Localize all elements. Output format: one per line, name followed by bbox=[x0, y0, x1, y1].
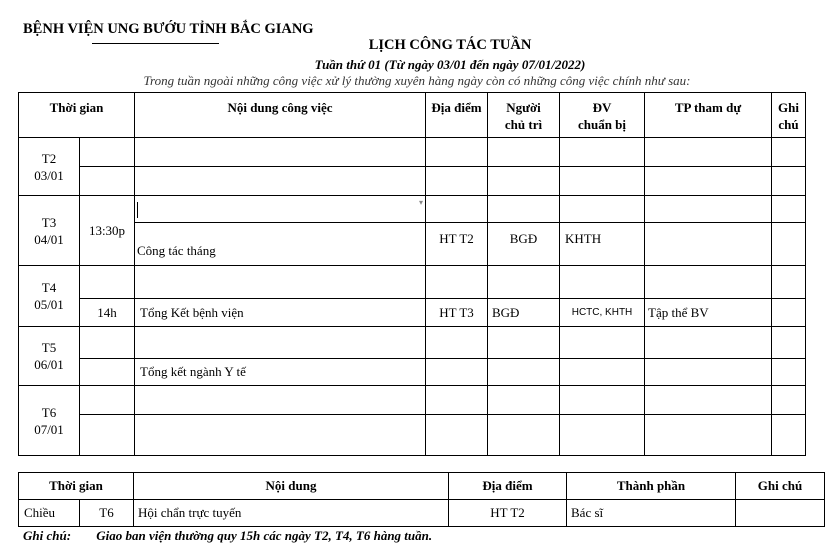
day-label: T4 bbox=[41, 280, 57, 295]
members-cell[interactable]: Bác sĩ bbox=[567, 500, 736, 527]
location-cell[interactable] bbox=[426, 386, 488, 415]
prep-cell[interactable] bbox=[560, 138, 645, 167]
location-cell[interactable] bbox=[426, 415, 488, 456]
dropdown-arrow-icon[interactable]: ▾ bbox=[418, 198, 423, 207]
notes-cell[interactable] bbox=[772, 359, 806, 386]
notes-cell[interactable] bbox=[772, 167, 806, 196]
header-content: Nội dung công việc bbox=[135, 93, 426, 138]
notes-cell[interactable] bbox=[772, 223, 806, 266]
time-cell[interactable] bbox=[80, 327, 135, 359]
content-cell[interactable]: Công tác tháng bbox=[135, 223, 426, 266]
location-cell[interactable]: HT T3 bbox=[426, 299, 488, 327]
day-date: 05/01 bbox=[34, 297, 64, 312]
footer-text: Giao ban viện thường quy 15h các ngày T2, T4, T6 hàng tuần. bbox=[96, 528, 433, 543]
attendees-cell[interactable] bbox=[645, 327, 772, 359]
day-cell bbox=[19, 138, 80, 196]
table-row bbox=[19, 167, 806, 196]
day-cell bbox=[19, 386, 80, 456]
notes-cell[interactable] bbox=[736, 500, 825, 527]
host-cell[interactable] bbox=[488, 386, 560, 415]
content-cell[interactable] bbox=[135, 386, 426, 415]
header-attendees: TP tham dự bbox=[645, 93, 772, 138]
attendees-cell[interactable] bbox=[645, 223, 772, 266]
notes-cell[interactable] bbox=[772, 386, 806, 415]
notes-cell[interactable] bbox=[772, 299, 806, 327]
header-notes-line1: Ghi bbox=[778, 100, 799, 115]
attendees-cell[interactable] bbox=[645, 359, 772, 386]
time-cell[interactable] bbox=[80, 167, 135, 196]
host-cell[interactable] bbox=[488, 359, 560, 386]
header-prep-line1: ĐV bbox=[592, 100, 612, 115]
header-notes: Ghi chú bbox=[736, 473, 825, 500]
day-date: 06/01 bbox=[34, 357, 64, 372]
schedule-header-row bbox=[19, 93, 806, 138]
prep-cell[interactable] bbox=[560, 196, 645, 223]
intro-text: Trong tuần ngoài những công việc xử lý thường xuyên hàng ngày còn có những công việc chính như sau: bbox=[143, 73, 691, 88]
prep-cell[interactable] bbox=[560, 327, 645, 359]
prep-cell[interactable] bbox=[560, 415, 645, 456]
host-cell[interactable] bbox=[488, 167, 560, 196]
attendees-cell[interactable] bbox=[645, 386, 772, 415]
location-cell[interactable] bbox=[426, 167, 488, 196]
attendees-cell[interactable] bbox=[645, 266, 772, 299]
table-row bbox=[19, 266, 806, 299]
page-title: LỊCH CÔNG TÁC TUẦN bbox=[368, 37, 532, 53]
day-date: 04/01 bbox=[34, 231, 64, 247]
day-cell bbox=[19, 196, 80, 266]
attendees-cell[interactable] bbox=[645, 415, 772, 456]
content-cell[interactable]: Tổng Kết bệnh viện bbox=[135, 299, 426, 327]
prep-cell[interactable]: HCTC, KHTH bbox=[560, 299, 645, 327]
prep-cell[interactable]: KHTH bbox=[560, 223, 645, 266]
attendees-cell[interactable] bbox=[645, 138, 772, 167]
notes-cell[interactable] bbox=[772, 196, 806, 223]
time-cell[interactable] bbox=[80, 138, 135, 167]
hospital-name: BỆNH VIỆN UNG BƯỚU TỈNH BẮC GIANG bbox=[23, 21, 314, 37]
day-date: 03/01 bbox=[34, 167, 64, 183]
header-prep bbox=[560, 93, 645, 138]
week-subtitle: Tuần thứ 01 (Từ ngày 03/01 đến ngày 07/01/2022) bbox=[314, 57, 586, 72]
table-row bbox=[19, 415, 806, 456]
day-label: T5 bbox=[41, 340, 57, 355]
host-cell[interactable]: BGĐ bbox=[488, 223, 560, 266]
time-cell[interactable] bbox=[80, 359, 135, 386]
location-cell[interactable] bbox=[426, 359, 488, 386]
content-cell[interactable]: Hội chẩn trực tuyến bbox=[134, 500, 449, 527]
prep-cell[interactable] bbox=[560, 167, 645, 196]
host-cell[interactable] bbox=[488, 196, 560, 223]
time-cell[interactable]: 14h bbox=[80, 299, 135, 327]
host-cell[interactable] bbox=[488, 415, 560, 456]
content-cell[interactable] bbox=[135, 138, 426, 167]
table-row bbox=[19, 299, 806, 327]
header-time: Thời gian bbox=[19, 93, 135, 138]
day-label: T3 bbox=[41, 214, 57, 230]
day-cell bbox=[19, 327, 80, 386]
footer-note bbox=[23, 528, 432, 544]
header-host-line1: Người bbox=[506, 100, 541, 115]
prep-cell[interactable] bbox=[560, 266, 645, 299]
host-cell[interactable]: BGĐ bbox=[488, 299, 560, 327]
table-row bbox=[19, 138, 806, 167]
header-host-line2: chủ trì bbox=[504, 117, 543, 132]
host-cell[interactable] bbox=[488, 138, 560, 167]
content-cell-editing[interactable] bbox=[135, 196, 426, 223]
content-cell[interactable] bbox=[135, 415, 426, 456]
content-cell[interactable]: Tổng kết ngành Y tế bbox=[135, 359, 426, 386]
host-cell[interactable] bbox=[488, 327, 560, 359]
header-location: Địa điểm bbox=[449, 473, 567, 500]
location-cell[interactable] bbox=[426, 196, 488, 223]
header-time: Thời gian bbox=[19, 473, 134, 500]
header-members: Thành phần bbox=[567, 473, 736, 500]
table-row bbox=[19, 359, 806, 386]
table-row bbox=[19, 500, 825, 527]
table-row bbox=[19, 223, 806, 266]
time-cell[interactable] bbox=[80, 415, 135, 456]
recurring-header-row bbox=[19, 473, 825, 500]
content-cell[interactable] bbox=[135, 167, 426, 196]
header-host bbox=[488, 93, 560, 138]
notes-cell[interactable] bbox=[772, 327, 806, 359]
day-cell[interactable]: T6 bbox=[80, 500, 134, 527]
weekly-schedule-table bbox=[18, 92, 806, 456]
location-cell[interactable] bbox=[426, 327, 488, 359]
table-row bbox=[19, 196, 806, 223]
location-cell[interactable]: HT T2 bbox=[449, 500, 567, 527]
header-location: Địa điểm bbox=[426, 93, 488, 138]
notes-cell[interactable] bbox=[772, 138, 806, 167]
prep-cell[interactable] bbox=[560, 386, 645, 415]
session-cell[interactable]: Chiều bbox=[19, 500, 80, 527]
footer-label: Ghi chú: bbox=[23, 528, 72, 543]
attendees-cell[interactable] bbox=[645, 167, 772, 196]
prep-cell[interactable] bbox=[560, 359, 645, 386]
time-cell[interactable] bbox=[80, 386, 135, 415]
recurring-schedule-table bbox=[18, 472, 825, 527]
location-cell[interactable]: HT T2 bbox=[426, 223, 488, 266]
header-notes bbox=[772, 93, 806, 138]
content-cell[interactable] bbox=[135, 266, 426, 299]
day-date: 07/01 bbox=[34, 421, 64, 437]
notes-cell[interactable] bbox=[772, 266, 806, 299]
attendees-cell[interactable]: Tập thể BV bbox=[645, 299, 772, 327]
location-cell[interactable] bbox=[426, 266, 488, 299]
table-row bbox=[19, 386, 806, 415]
attendees-cell[interactable] bbox=[645, 196, 772, 223]
time-cell[interactable] bbox=[80, 266, 135, 299]
header-prep-line2: chuẩn bị bbox=[577, 117, 627, 132]
content-cell[interactable] bbox=[135, 327, 426, 359]
day-cell bbox=[19, 266, 80, 327]
location-cell[interactable] bbox=[426, 138, 488, 167]
notes-cell[interactable] bbox=[772, 415, 806, 456]
text-cursor bbox=[137, 202, 138, 218]
time-cell[interactable]: 13:30p bbox=[80, 196, 135, 266]
host-cell[interactable] bbox=[488, 266, 560, 299]
header-content: Nội dung bbox=[134, 473, 449, 500]
day-label: T2 bbox=[41, 150, 57, 166]
header-notes-line2: chú bbox=[778, 117, 799, 132]
day-label: T6 bbox=[41, 404, 57, 420]
table-row bbox=[19, 327, 806, 359]
